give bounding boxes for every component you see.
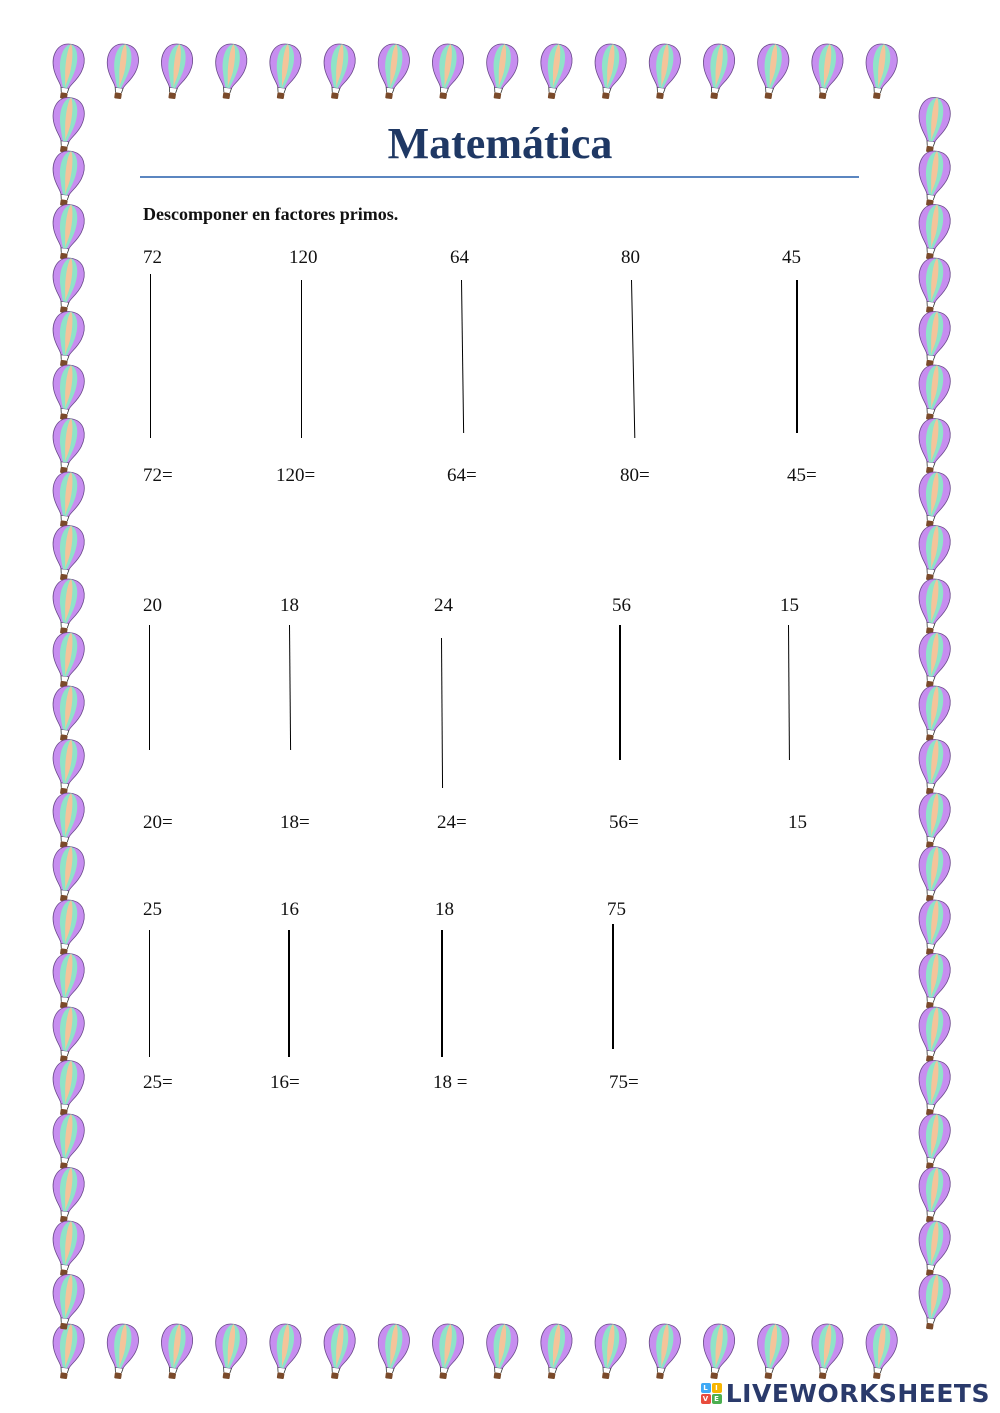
hot-air-balloon-icon [48,256,86,315]
hot-air-balloon-icon [482,42,520,101]
hot-air-balloon-icon [644,1322,682,1381]
hot-air-balloon-icon [590,42,628,101]
answer-label[interactable]: 45= [787,465,817,486]
answer-label[interactable]: 18 = [433,1072,468,1093]
hot-air-balloon-icon [914,738,952,797]
hot-air-balloon-icon [914,310,952,369]
hot-air-balloon-icon [48,1219,86,1278]
division-line[interactable] [149,625,150,750]
answer-label[interactable]: 120= [276,465,316,486]
hot-air-balloon-icon [48,203,86,262]
hot-air-balloon-icon [590,1322,628,1381]
hot-air-balloon-icon [914,631,952,690]
hot-air-balloon-icon [48,684,86,743]
brand-text: LIVEWORKSHEETS [725,1378,990,1408]
hot-air-balloon-icon [914,684,952,743]
hot-air-balloon-icon [914,203,952,262]
hot-air-balloon-icon [482,1322,520,1381]
hot-air-balloon-icon [48,1322,86,1381]
answer-label[interactable]: 80= [620,465,650,486]
hot-air-balloon-icon [265,1322,303,1381]
exercise-number: 72 [143,247,162,268]
hot-air-balloon-icon [753,42,791,101]
hot-air-balloon-icon [48,1112,86,1171]
hot-air-balloon-icon [156,1322,194,1381]
hot-air-balloon-icon [914,577,952,636]
page-title: Matemática [387,119,613,168]
division-line[interactable] [288,930,290,1057]
hot-air-balloon-icon [698,42,736,101]
hot-air-balloon-icon [48,524,86,583]
hot-air-balloon-icon [48,577,86,636]
exercise-number: 25 [143,899,162,920]
hot-air-balloon-icon [644,42,682,101]
hot-air-balloon-icon [807,42,845,101]
exercise-number: 18 [280,595,299,616]
hot-air-balloon-icon [698,1322,736,1381]
hot-air-balloon-icon [48,952,86,1011]
hot-air-balloon-icon [536,1322,574,1381]
hot-air-balloon-icon [319,42,357,101]
hot-air-balloon-icon [48,1059,86,1118]
hot-air-balloon-icon [914,1005,952,1064]
hot-air-balloon-icon [48,791,86,850]
liveworksheets-logo [701,1379,990,1407]
division-line[interactable] [301,280,302,438]
exercise-number: 80 [621,247,640,268]
division-line[interactable] [150,274,151,438]
exercise-number: 15 [780,595,799,616]
answer-label[interactable]: 24= [437,812,467,833]
exercise-number: 20 [143,595,162,616]
hot-air-balloon-icon [914,1112,952,1171]
hot-air-balloon-icon [48,631,86,690]
hot-air-balloon-icon [48,845,86,904]
hot-air-balloon-icon [48,42,86,101]
hot-air-balloon-icon [48,310,86,369]
answer-label[interactable]: 64= [447,465,477,486]
hot-air-balloon-icon [914,524,952,583]
exercise-number: 16 [280,899,299,920]
hot-air-balloon-icon [102,1322,140,1381]
hot-air-balloon-icon [48,470,86,529]
hot-air-balloon-icon [48,1166,86,1225]
hot-air-balloon-icon [156,42,194,101]
hot-air-balloon-icon [914,363,952,422]
exercise-number: 120 [289,247,318,268]
hot-air-balloon-icon [48,417,86,476]
hot-air-balloon-icon [102,42,140,101]
hot-air-balloon-icon [914,1166,952,1225]
division-line[interactable] [441,930,443,1057]
answer-label[interactable]: 18= [280,812,310,833]
division-line[interactable] [619,625,621,760]
hot-air-balloon-icon [861,1322,899,1381]
hot-air-balloon-icon [861,42,899,101]
exercise-number: 45 [782,247,801,268]
hot-air-balloon-icon [427,1322,465,1381]
hot-air-balloon-icon [48,1005,86,1064]
hot-air-balloon-icon [914,417,952,476]
hot-air-balloon-icon [48,1273,86,1332]
exercise-number: 56 [612,595,631,616]
hot-air-balloon-icon [753,1322,791,1381]
answer-label[interactable]: 25= [143,1072,173,1093]
hot-air-balloon-icon [914,1219,952,1278]
hot-air-balloon-icon [427,42,465,101]
exercise-number: 75 [607,899,626,920]
hot-air-balloon-icon [373,42,411,101]
answer-label[interactable]: 20= [143,812,173,833]
exercise-number: 64 [450,247,469,268]
answer-label[interactable]: 75= [609,1072,639,1093]
division-line[interactable] [796,280,798,433]
hot-air-balloon-icon [914,256,952,315]
hot-air-balloon-icon [914,845,952,904]
hot-air-balloon-icon [914,1059,952,1118]
exercise-number: 24 [434,595,453,616]
answer-label[interactable]: 56= [609,812,639,833]
division-line[interactable] [612,924,614,1049]
hot-air-balloon-icon [914,898,952,957]
exercise-number: 18 [435,899,454,920]
hot-air-balloon-icon [914,470,952,529]
hot-air-balloon-icon [48,363,86,422]
hot-air-balloon-icon [211,42,249,101]
title-underline [140,176,859,178]
hot-air-balloon-icon [373,1322,411,1381]
answer-label[interactable]: 16= [270,1072,300,1093]
hot-air-balloon-icon [807,1322,845,1381]
hot-air-balloon-icon [265,42,303,101]
hot-air-balloon-icon [211,1322,249,1381]
division-line[interactable] [149,930,150,1057]
brand-mark-icon: L I V E [701,1383,722,1404]
hot-air-balloon-icon [914,1273,952,1332]
hot-air-balloon-icon [914,791,952,850]
instruction-text: Descomponer en factores primos. [143,204,399,224]
answer-label[interactable]: 15 [788,812,807,833]
answer-label[interactable]: 72= [143,465,173,486]
hot-air-balloon-icon [914,952,952,1011]
hot-air-balloon-icon [319,1322,357,1381]
hot-air-balloon-icon [48,898,86,957]
hot-air-balloon-icon [48,738,86,797]
hot-air-balloon-icon [536,42,574,101]
